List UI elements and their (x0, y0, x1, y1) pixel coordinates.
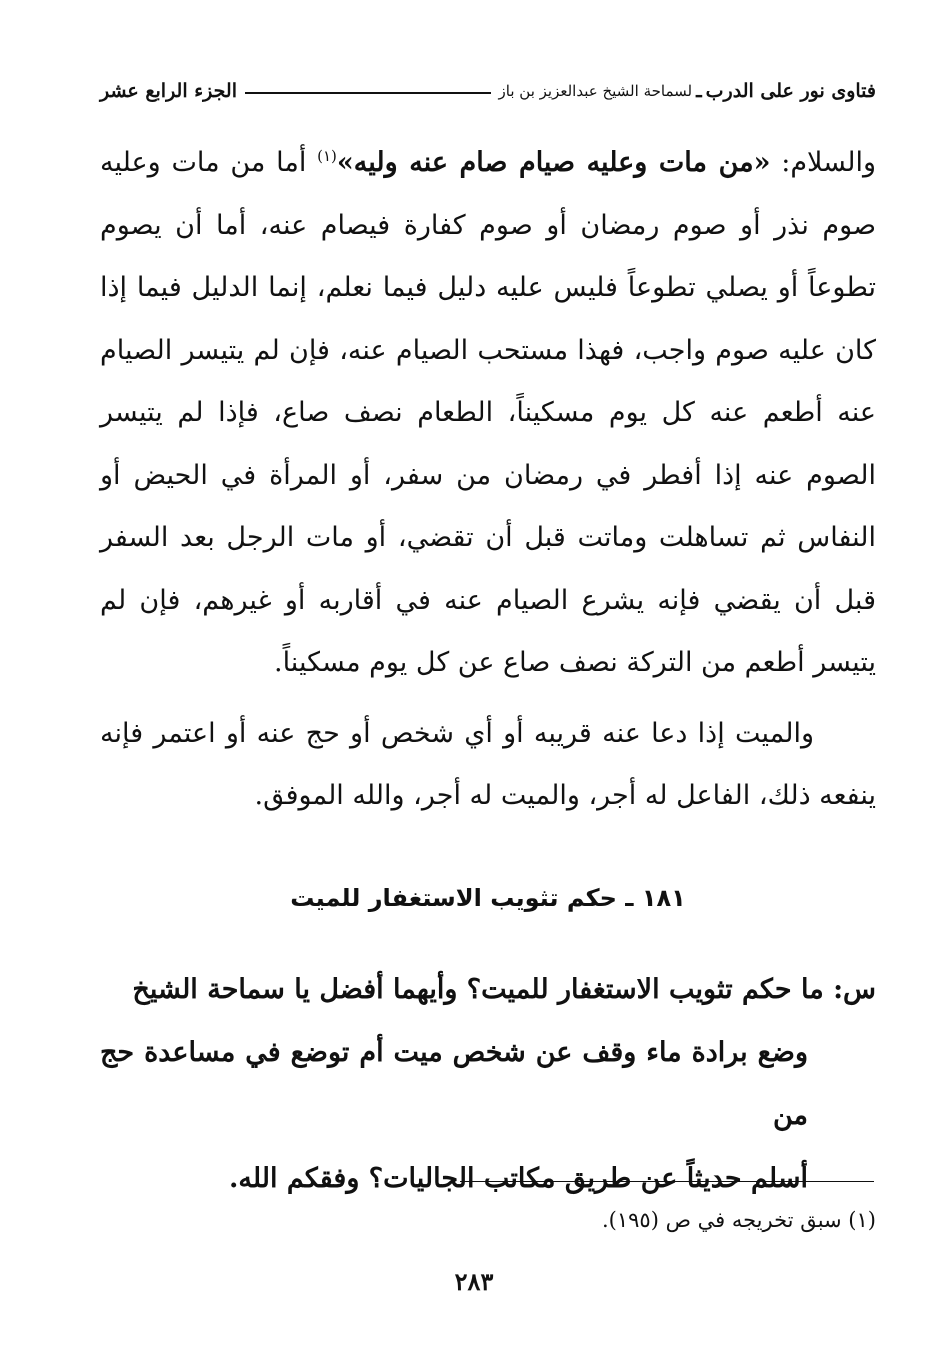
question-block (100, 958, 876, 1210)
paragraph-2: والميت إذا دعا عنه قريبه أو أي شخص أو حج عنه أو اعتمر فإنه ينفعه ذلك، الفاعل له أجر، والميت له أجر، والله الموفق. (100, 717, 876, 811)
hadith-quote: «من مات وعليه صيام صام عنه وليه» (336, 147, 771, 178)
question-line-2: وضع برادة ماء وقف عن شخص ميت أم توضع في مساعدة حج من (100, 1037, 808, 1131)
question-label: س: (823, 974, 876, 1005)
header-part: الجزء الرابع عشر (100, 80, 237, 102)
footnote: (١) سبق تخريجه في ص (١٩٥). (602, 1208, 876, 1232)
answer-text (100, 132, 876, 828)
header-separator: ـ (696, 80, 702, 102)
page-number: ٢٨٣ (454, 1267, 494, 1296)
running-header (100, 76, 876, 106)
question-line-1 (100, 958, 876, 1021)
header-book-title: فتاوى نور على الدرب (705, 80, 876, 102)
question-line-3: أسلم حديثاً عن طريق مكاتب الجاليات؟ وفقكم الله. (228, 1163, 808, 1194)
header-rule (245, 92, 491, 94)
header-author: لسماحة الشيخ عبدالعزيز بن باز (498, 82, 693, 100)
paragraph-1-rest: أما من مات وعليه صوم نذر أو صوم رمضان أو صوم كفارة فيصام عنه، أما أن يصوم تطوعاً أو يصلي تطوعاً فليس عليه دليل فيما نعلم، إنما الدليل فيما إذا كان عليه صوم واجب، فهذا مستحب الصيام عنه، فإن لم يتيسر الصيام عنه أطعم عنه كل يوم مسكيناً، الطعام نصف صاع، فإذا لم يتيسر الصوم عنه إذا أفطر في رمضان من سفر، أو المرأة في الحيض أو النفاس ثم تساهلت وماتت قبل أن تقضي، أو مات الرجل بعد السفر قبل أن يقضي فإنه يشرع الصيام عنه في أقاربه أو غيرهم، فإن لم يتيسر أطعم من التركة نصف صاع عن كل يوم مسكيناً. (100, 147, 876, 678)
section-heading: ١٨١ ـ حكم تثويب الاستغفار للميت (290, 884, 686, 912)
footnote-separator (460, 1181, 874, 1182)
question-line-1-text: ما حكم تثويب الاستغفار للميت؟ وأيهما أفضل يا سماحة الشيخ (132, 974, 824, 1005)
paragraph-1 (100, 132, 876, 695)
paragraph-1-intro: والسلام: (770, 147, 877, 178)
footnote-reference[interactable]: (١) (317, 147, 337, 165)
